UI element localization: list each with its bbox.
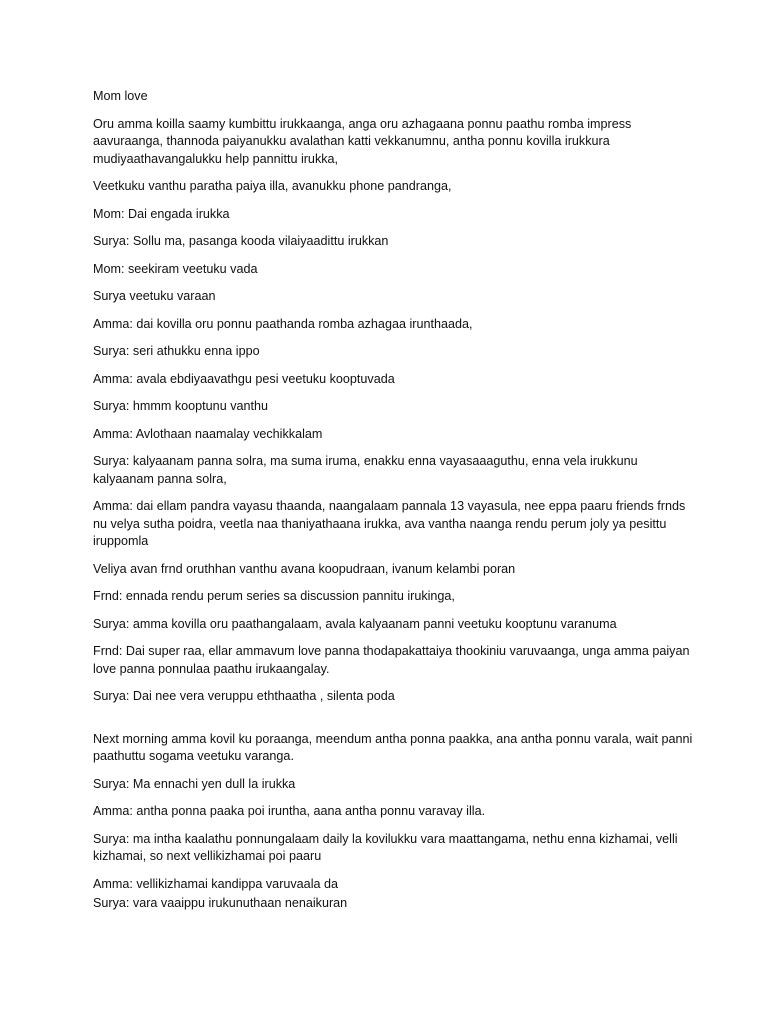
paragraph: Veliya avan frnd oruthhan vanthu avana koopudraan, ivanum kelambi poran [93,561,516,576]
paragraph: Frnd: ennada rendu perum series sa discussion pannitu irukinga, [93,589,455,603]
paragraph: Amma: antha ponna paaka poi iruntha, aana antha ponnu varavay illa. [93,804,486,818]
paragraph: Mom: seekiram veetuku vada [93,261,258,276]
paragraph: Amma: dai ellam pandra vayasu thaanda, naangalaam pannala 13 vayasula, nee eppa paaru friends frnds nu velya sutha poidra, veetla naa thaniyathaana irukka, ava vantha naanga rendu perum joly ya pesittu iruppomla [93,499,686,548]
document-title: Mom love [93,89,148,103]
paragraph: Amma: Avlothaan naamalay vechikkalam [93,426,323,441]
paragraph: Surya: hmmm kooptunu vanthu [93,399,269,413]
paragraph: Surya: Ma ennachi yen dull la irukka [93,776,296,791]
paragraph: Veetkuku vanthu paratha paiya illa, avanukku phone pandranga, [93,179,452,193]
paragraph: Surya veetuku varaan [93,289,216,303]
paragraph: Surya: amma kovilla oru paathangalaam, avala kalyaanam panni veetuku kooptunu varanuma [93,616,617,631]
paragraph: Surya: kalyaanam panna solra, ma suma iruma, enakku enna vayasaaaguthu, enna vela irukkunu kalyaanam panna solra, [93,454,638,486]
document-body [93,88,693,923]
paragraph: Surya: seri athukku enna ippo [93,344,260,358]
paragraph: Amma: dai kovilla oru ponnu paathanda romba azhagaa irunthaada, [93,316,473,331]
paragraph: Amma: vellikizhamai kandippa varuvaala da [93,876,339,891]
paragraph: Oru amma koilla saamy kumbittu irukkaanga, anga oru azhagaana ponnu paathu romba impress aavuraanga, thannoda paiyanukku avalathan katti vekkanumnu, antha ponnu kovilla irukkura mudiyaathavangalukku help pannittu irukka, [93,116,632,166]
paragraph: Mom: Dai engada irukka [93,206,230,221]
paragraph: Amma: avala ebdiyaavathgu pesi veetuku kooptuvada [93,371,395,386]
paragraph: Frnd: Dai super raa, ellar ammavum love panna thodapakattaiya thookiniu varuvaanga, unga amma paiyan love panna ponnulaa paathu irukaangalay. [93,644,690,676]
paragraph: Surya: ma intha kaalathu ponnungalaam daily la kovilukku vara maattangama, nethu enna kizhamai, velli kizhamai, so next vellikizhamai poi paaru [93,831,678,863]
paragraph: Surya: vara vaaippu irukunuthaan nenaikuran [93,896,348,910]
paragraph: Surya: Dai nee vera veruppu eththaatha , silenta poda [93,689,395,703]
paragraph: Next morning amma kovil ku poraanga, meendum antha ponna paakka, ana antha ponnu varala, wait panni paathuttu sogama veetuku varanga. [93,731,693,763]
paragraph: Surya: Sollu ma, pasanga kooda vilaiyaadittu irukkan [93,234,389,248]
